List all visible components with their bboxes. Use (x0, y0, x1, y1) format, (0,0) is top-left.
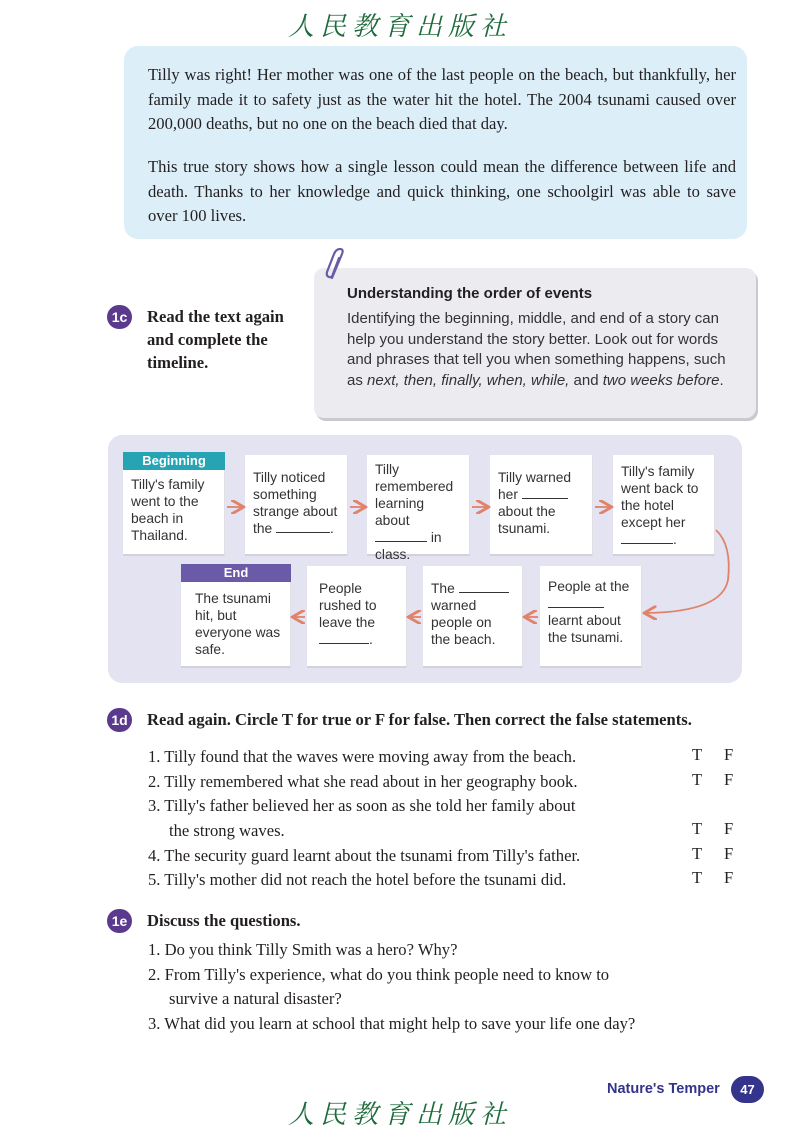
timeline-card-3: Tilly remembered learning about in class. (367, 455, 470, 556)
false-option-1[interactable]: F (724, 745, 734, 764)
false-option-2[interactable]: F (724, 770, 734, 789)
publisher-logo: 人民教育出版社 (287, 12, 512, 42)
end-label: End (181, 564, 291, 582)
timeline-card-1: Tilly's family went to the beach in Thailand. (123, 470, 225, 556)
publisher-logo-footer: 人民教育出版社 (287, 1100, 512, 1130)
passage-paragraph-2: This true story shows how a single lesson could mean the difference between life and death. Thanks to her knowledge and quick thinking, one schoolgirl was able to save over 100 lives. (148, 157, 736, 225)
true-option-4[interactable]: T (692, 844, 703, 863)
exercise-1d-badge: 1d (107, 708, 132, 732)
question-2: 2. From Tilly's experience, what do you think people need to know to (148, 965, 610, 984)
question-1: 1. Do you think Tilly Smith was a hero? Why? (148, 940, 458, 959)
timeline-card-5: Tilly's family went back to the hotel except her . (613, 455, 715, 556)
tip-title: Understanding the order of events (347, 285, 593, 302)
true-option-1[interactable]: T (692, 745, 703, 764)
timeline-card-8: People rushed to leave the . (307, 566, 407, 668)
tip-text: Identifying the beginning, middle, and end of a story can help you understand the story better. Look out for words and phrases that tell you when something happens, such as next, then, finally, when, while, and two weeks before. (347, 310, 726, 389)
true-option-2[interactable]: T (692, 770, 703, 789)
exercise-1e-instruction: Discuss the questions. (147, 911, 301, 930)
unit-title: Nature's Temper (607, 1081, 720, 1097)
statement-5: 5. Tilly's mother did not reach the hotel before the tsunami did. (148, 870, 567, 889)
exercise-1d-instruction: Read again. Circle T for true or F for false. Then correct the false statements. (147, 710, 692, 729)
exercise-1e-badge: 1e (107, 909, 132, 933)
statement-3: 3. Tilly's father believed her as soon as she told her family about (148, 796, 576, 815)
statement-3-continued: the strong waves. (169, 821, 285, 840)
timeline-card-9: The tsunami hit, but everyone was safe. (181, 582, 291, 668)
timeline-card-4: Tilly warned her about the tsunami. (490, 455, 593, 556)
true-option-3[interactable]: T (692, 819, 703, 838)
exercise-1c-badge: 1c (107, 305, 132, 329)
statement-4: 4. The security guard learnt about the tsunami from Tilly's father. (148, 846, 581, 865)
statement-2: 2. Tilly remembered what she read about in her geography book. (148, 772, 578, 791)
question-3: 3. What did you learn at school that might help to save your life one day? (148, 1014, 636, 1033)
timeline-card-2: Tilly noticed something strange about the . (245, 455, 348, 556)
statement-1: 1. Tilly found that the waves were moving away from the beach. (148, 747, 577, 766)
true-option-5[interactable]: T (692, 868, 703, 887)
exercise-1c-instruction: Read the text again and complete the timeline. (147, 307, 284, 372)
timeline-card-7: The warned people on the beach. (423, 566, 523, 668)
question-2-continued: survive a natural disaster? (169, 989, 342, 1008)
false-option-4[interactable]: F (724, 844, 734, 863)
passage-paragraph-1: Tilly was right! Her mother was one of the last people on the beach, but thankfully, her family made it to safety just as the water hit the hotel. The 2004 tsunami caused over 200,000 deaths, but no one on the beach died that day. (148, 65, 736, 133)
false-option-5[interactable]: F (724, 868, 734, 887)
false-option-3[interactable]: F (724, 819, 734, 838)
beginning-label: Beginning (123, 452, 225, 470)
page-number: 47 (731, 1076, 764, 1103)
arrow-curve (646, 530, 729, 613)
timeline-card-6: People at the learnt about the tsunami. (540, 566, 642, 668)
